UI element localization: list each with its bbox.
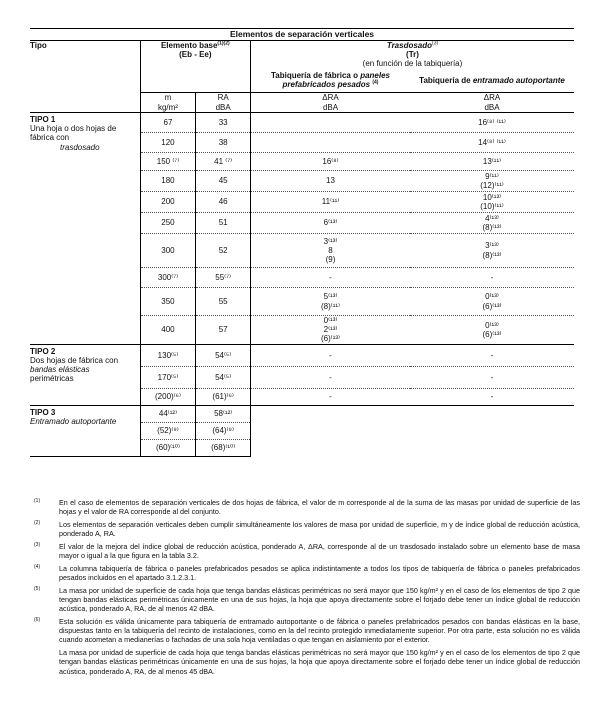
value-line: (8)⁽¹¹⁾ bbox=[320, 301, 341, 311]
separation-elements-table bbox=[30, 28, 574, 457]
tipo3-cell bbox=[30, 405, 140, 456]
dra-fabrica-value bbox=[250, 388, 410, 405]
dra-fabrica-value bbox=[250, 153, 410, 171]
footnote bbox=[32, 520, 580, 538]
dra-fabrica-value bbox=[250, 316, 410, 345]
unit-m: m kg/m² bbox=[140, 93, 196, 113]
header-fabrica: Tabiquería de fábrica o paneles prefabricados pesados $^{(4)}$ bbox=[250, 69, 410, 93]
m-value: 170⁽⁵⁾ bbox=[140, 366, 196, 388]
footnote bbox=[32, 542, 580, 560]
tipo1-cell bbox=[30, 113, 140, 345]
dra-entramado-value bbox=[410, 113, 574, 133]
value-line: 3⁽¹³⁾ bbox=[485, 241, 499, 251]
dra-entramado-value bbox=[410, 171, 574, 192]
footnote-text: La masa por unidad de superficie de cada hoja que tenga bandas elásticas perimétricas no será mayor que 150 kg/m² y en el caso de los elementos de tipo 2 que tengan bandas elásticas perimétricas únicamente en una de sus hojas, la hoja que apoya directamente sobre el forjado debe tener un índice global de reducción acústica, ponderado A, RA, de al menos 42 dBA. bbox=[59, 585, 580, 614]
ra-value: 41 ⁽⁷⁾ bbox=[196, 153, 251, 171]
footnote bbox=[32, 648, 580, 676]
tipo2-desc: Dos hojas de fábrica con bbox=[30, 355, 119, 365]
value-line: - bbox=[490, 372, 494, 382]
footnote-text: En el caso de elementos de separación verticales de dos hojas de fábrica, el valor de m corresponde al de la suma de las masas por unidad de superficie de las hojas y el valor de RA corresponde al del conjunto. bbox=[59, 498, 580, 517]
value-line: 4⁽¹³⁾ bbox=[485, 213, 499, 223]
footnotes bbox=[32, 498, 580, 679]
ra-value: 55 bbox=[196, 288, 251, 316]
tipo2-label: TIPO 2 bbox=[30, 346, 56, 356]
footnote-text: Los elementos de separación verticales deben cumplir simultáneamente los valores de masa por unidad de superficie, m y de índice global de reducción acústica, ponderado A, RA. bbox=[59, 519, 580, 539]
tipo1-label: TIPO 1 bbox=[30, 115, 56, 125]
m-value: 300 bbox=[140, 234, 196, 268]
table-title: Elementos de separación verticales bbox=[30, 29, 574, 41]
m-value: 180 bbox=[140, 171, 196, 192]
m-value: (200)⁽⁶⁾ bbox=[140, 388, 196, 405]
dra-entramado-value bbox=[410, 316, 574, 345]
value-line: (6)⁽¹³⁾ bbox=[482, 301, 502, 311]
value-line: - bbox=[329, 350, 332, 360]
blank-cell bbox=[250, 405, 574, 456]
footnote-number: (4) bbox=[34, 563, 41, 570]
m-value: 350 bbox=[140, 288, 196, 316]
m-value: (60)⁽¹⁰⁾ bbox=[140, 439, 196, 456]
value-line: (12)⁽¹¹⁾ bbox=[480, 181, 504, 191]
dra-fabrica-value bbox=[250, 366, 410, 388]
ra-value: 33 bbox=[196, 113, 251, 133]
ra-value: 52 bbox=[196, 234, 251, 268]
value-line: 13 bbox=[326, 176, 335, 186]
value-line: 16⁽⁸⁾ bbox=[322, 156, 339, 166]
m-value: 150 ⁽⁷⁾ bbox=[140, 153, 196, 171]
ra-value: 45 bbox=[196, 171, 251, 192]
m-value: 400 bbox=[140, 316, 196, 345]
footnote-number: (5) bbox=[34, 585, 41, 592]
footnote-number: (2) bbox=[34, 519, 41, 526]
footnote-text: La masa por unidad de superficie de cada hoja que tenga bandas elásticas perimétricas no será mayor que 150 kg/m² y en el caso de los elementos de tipo 2 que tengan bandas elásticas perimétricas únicamente en una de sus hojas, la hoja que apoya directamente sobre el forjado debe tener un índice global de reducción acústica, ponderado A, RA, de al menos 45 dBA. bbox=[59, 648, 580, 676]
value-line: - bbox=[329, 372, 332, 382]
footnote-number: (1) bbox=[34, 498, 41, 504]
tipo1-desc: Una hoja o dos hojas de fábrica con bbox=[30, 124, 117, 143]
footnote-text: El valor de la mejora del índice global de reducción acústica, ponderado A, ΔRA, corresponde al de un trasdosado instalado sobre un elemento base de masa mayor o igual a la que figura en la tabla 3.2. bbox=[59, 541, 580, 561]
ra-value: 58⁽¹²⁾ bbox=[196, 405, 251, 422]
dra-entramado-value bbox=[410, 153, 574, 171]
dra-entramado-value bbox=[410, 213, 574, 234]
value-line: 0⁽¹³⁾ bbox=[485, 320, 499, 330]
footnote-text: La columna tabiquería de fábrica o paneles prefabricados pesados se aplica indistintamente a todos los tipos de tabiquería de fábrica o paneles prefabricados pesados incluidos en el apartado 3.1.2.3.1. bbox=[59, 563, 580, 583]
value-line: 9⁽¹¹⁾ bbox=[485, 171, 499, 181]
header-trasdosado: Trasdosado$^{(3)}$ (Tr) (en función de la tabiquería) bbox=[250, 41, 574, 69]
m-value: 250 bbox=[140, 213, 196, 234]
ra-value: (61)⁽⁶⁾ bbox=[196, 388, 251, 405]
value-line: (8)⁽¹³⁾ bbox=[482, 223, 502, 233]
dra-entramado-value bbox=[410, 192, 574, 213]
dra-fabrica-value bbox=[250, 133, 410, 153]
value-line: - bbox=[329, 272, 332, 282]
value-line: 13⁽¹¹⁾ bbox=[482, 156, 502, 166]
value-line: (6)⁽¹³⁾ bbox=[482, 329, 502, 339]
dra-fabrica-value bbox=[250, 171, 410, 192]
ra-value: 54⁽⁵⁾ bbox=[196, 366, 251, 388]
dra-entramado-value bbox=[410, 288, 574, 316]
dra-fabrica-value bbox=[250, 213, 410, 234]
footnote-number: (6) bbox=[34, 616, 41, 623]
footnote bbox=[32, 564, 580, 582]
tipo2-cell bbox=[30, 344, 140, 405]
table-row bbox=[30, 405, 574, 422]
value-line: - bbox=[329, 392, 332, 402]
dra-entramado-value bbox=[410, 234, 574, 268]
m-value: 300⁽⁷⁾ bbox=[140, 268, 196, 288]
dra-fabrica-value bbox=[250, 234, 410, 268]
dra-entramado-value bbox=[410, 268, 574, 288]
unit-dra-fabrica: ΔRA dBA bbox=[250, 93, 410, 113]
table-row bbox=[30, 113, 574, 133]
value-line: (8)⁽¹³⁾ bbox=[482, 250, 502, 260]
dra-fabrica-value bbox=[250, 192, 410, 213]
tipo2-desc-italic: bandas elásticas bbox=[30, 365, 90, 374]
value-line: 11⁽¹¹⁾ bbox=[321, 197, 340, 207]
unit-dra-entramado: ΔRA dBA bbox=[410, 93, 574, 113]
footnote bbox=[32, 498, 580, 516]
ra-value: 55⁽⁷⁾ bbox=[196, 268, 251, 288]
tipo2-desc-end: perimétricas bbox=[30, 374, 74, 384]
m-value: 67 bbox=[140, 113, 196, 133]
dra-fabrica-value bbox=[250, 268, 410, 288]
m-value: 130⁽⁵⁾ bbox=[140, 344, 196, 366]
value-line: 3⁽¹³⁾ bbox=[323, 236, 338, 246]
value-line: - bbox=[490, 392, 494, 402]
footnote bbox=[32, 617, 580, 645]
dra-entramado-value bbox=[410, 344, 574, 366]
m-value: 200 bbox=[140, 192, 196, 213]
dra-fabrica-value bbox=[250, 113, 410, 133]
dra-fabrica-value bbox=[250, 344, 410, 366]
ra-value: (64)⁽⁹⁾ bbox=[196, 422, 251, 439]
value-line: 5⁽¹³⁾ bbox=[323, 292, 338, 302]
footnote-number: (3) bbox=[34, 541, 41, 548]
ra-value: 51 bbox=[196, 213, 251, 234]
value-line: 14⁽⁸⁾ ⁽¹¹⁾ bbox=[478, 137, 506, 147]
footnote bbox=[32, 586, 580, 614]
header-base: Elemento base$^{(1)(2)}$ (Eb - Ee) bbox=[140, 41, 250, 69]
ra-value: 57 bbox=[196, 316, 251, 345]
header-tipo: Tipo bbox=[30, 41, 47, 50]
m-value: 120 bbox=[140, 133, 196, 153]
tipo1-desc-italic: trasdosado bbox=[60, 142, 100, 152]
value-line: (10)⁽¹¹⁾ bbox=[480, 202, 504, 212]
value-line: 8 bbox=[328, 245, 333, 255]
ra-value: 54⁽⁵⁾ bbox=[196, 344, 251, 366]
value-line: - bbox=[490, 350, 494, 360]
dra-entramado-value bbox=[410, 388, 574, 405]
value-line: 2⁽¹³⁾ bbox=[323, 325, 338, 335]
unit-ra: RA dBA bbox=[196, 93, 251, 113]
table-row bbox=[30, 344, 574, 366]
value-line: (6)⁽¹³⁾ bbox=[320, 334, 341, 344]
ra-value: 46 bbox=[196, 192, 251, 213]
value-line: 0⁽¹³⁾ bbox=[323, 316, 338, 326]
value-line: 0⁽¹³⁾ bbox=[485, 292, 499, 302]
value-line: (9) bbox=[325, 255, 336, 265]
m-value: 44⁽¹²⁾ bbox=[140, 405, 196, 422]
value-line: - bbox=[490, 272, 494, 282]
dra-fabrica-value bbox=[250, 288, 410, 316]
m-value: (52)⁽⁹⁾ bbox=[140, 422, 196, 439]
ra-value: (68)⁽¹⁰⁾ bbox=[196, 439, 251, 456]
dra-entramado-value bbox=[410, 133, 574, 153]
value-line: 16⁽⁸⁾ ⁽¹¹⁾ bbox=[478, 117, 506, 127]
tipo3-label: TIPO 3 bbox=[30, 407, 56, 417]
header-entramado: Tabiquería de entramado autoportante bbox=[419, 75, 565, 85]
value-line: 6⁽¹³⁾ bbox=[323, 218, 338, 228]
ra-value: 38 bbox=[196, 133, 251, 153]
footnote-text: Esta solución es válida únicamente para tabiquería de entramado autoportante o de fábrica o paneles prefabricados pesados con bandas elásticas en la base, dispuestas tanto en la tabiquería del recinto de instalaciones, como en la del recinto protegido inmediatamente superior. Por otra parte, esta solución no es válida cuando acometan a medianerías o fachadas de una sola hoja ventiladas o que tengan en aislamiento por el exterior. bbox=[59, 616, 580, 645]
value-line: 10⁽¹³⁾ bbox=[482, 192, 502, 202]
dra-entramado-value bbox=[410, 366, 574, 388]
tipo3-desc: Entramado autoportante bbox=[30, 416, 117, 426]
